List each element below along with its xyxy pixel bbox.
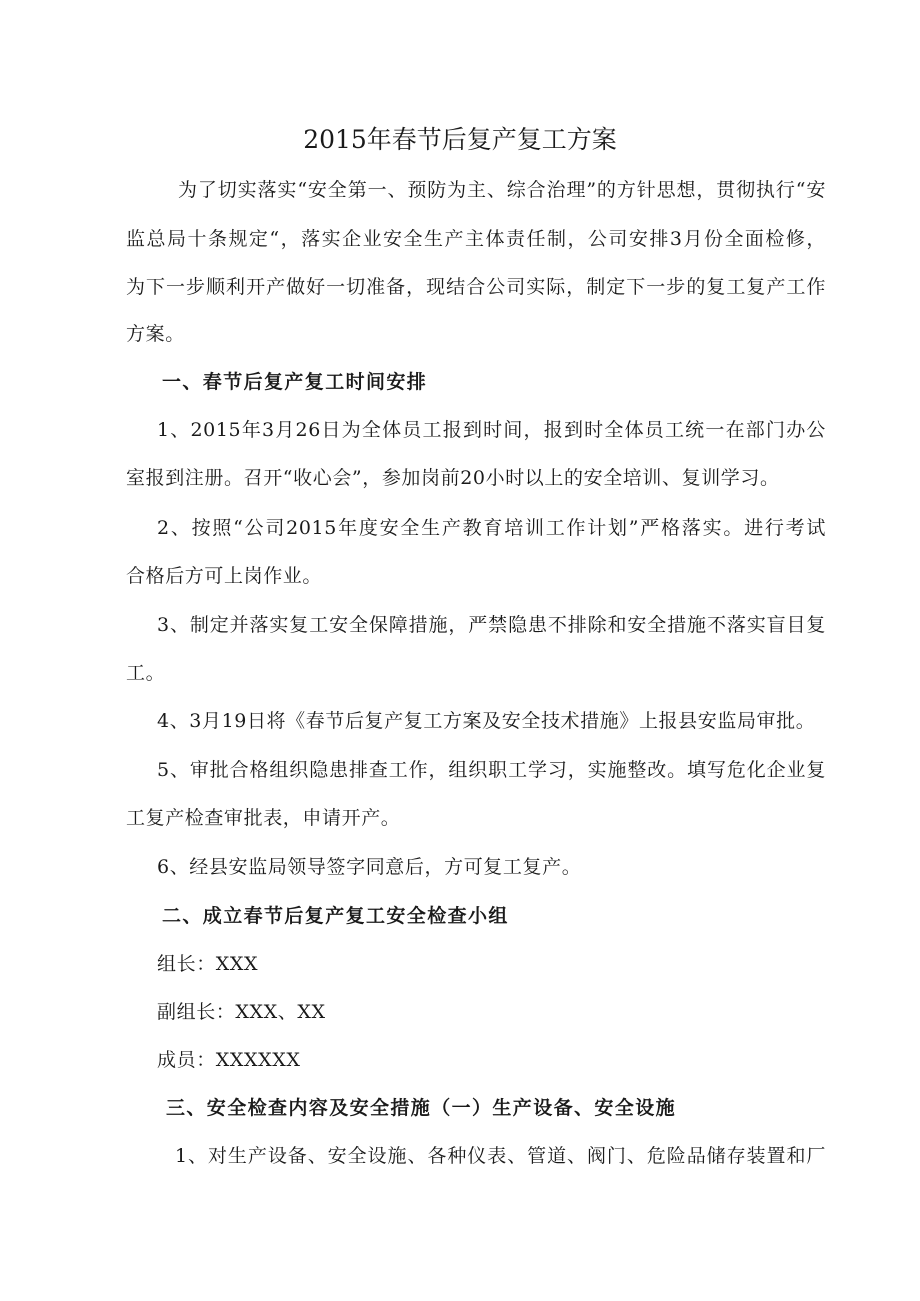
list-item: 5、审批合格组织隐患排查工作，组织职工学习，实施整改。填写危化企业复 [157, 759, 826, 781]
list-item-continuation: 工。 [126, 662, 166, 684]
intro-line: 为了切实落实“安全第一、预防为主、综合治理”的方针思想，贯彻执行“安 [178, 179, 826, 201]
list-item: 1、2015年3月26日为全体员工报到时间，报到时全体员工统一在部门办公 [157, 419, 826, 441]
list-item: 1、对生产设备、安全设施、各种仪表、管道、阀门、危险品储存装置和厂 [175, 1145, 826, 1167]
list-item: 4、3月19日将《春节后复产复工方案及安全技术措施》上报县安监局审批。 [157, 710, 816, 732]
group-deputy: 副组长：XXX、XX [157, 1001, 326, 1023]
intro-line: 方案。 [126, 323, 185, 345]
list-item: 3、制定并落实复工安全保障措施，严禁隐患不排除和安全措施不落实盲目复 [157, 614, 826, 636]
list-item-continuation: 合格后方可上岗作业。 [126, 565, 323, 587]
list-item-continuation: 室报到注册。召开“收心会”，参加岗前20小时以上的安全培训、复训学习。 [126, 467, 780, 489]
section-heading: 三、安全检查内容及安全措施（一）生产设备、安全设施 [166, 1097, 677, 1119]
document-title: 2015年春节后复产复工方案 [303, 125, 617, 154]
list-item: 2、按照“公司2015年度安全生产教育培训工作计划”严格落实。进行考试 [157, 517, 826, 539]
section-heading: 一、春节后复产复工时间安排 [162, 371, 428, 393]
section-heading: 二、成立春节后复产复工安全检查小组 [162, 905, 509, 927]
list-item-continuation: 工复产检查审批表，申请开产。 [126, 807, 401, 829]
intro-line: 为下一步顺利开产做好一切准备，现结合公司实际，制定下一步的复工复产工作 [126, 276, 826, 298]
group-members: 成员：XXXXXX [157, 1049, 301, 1071]
list-item: 6、经县安监局领导签字同意后，方可复工复产。 [157, 856, 582, 878]
group-leader: 组长：XXX [157, 953, 259, 975]
intro-line: 监总局十条规定“，落实企业安全生产主体责任制，公司安排3月份全面检修， [126, 228, 826, 250]
